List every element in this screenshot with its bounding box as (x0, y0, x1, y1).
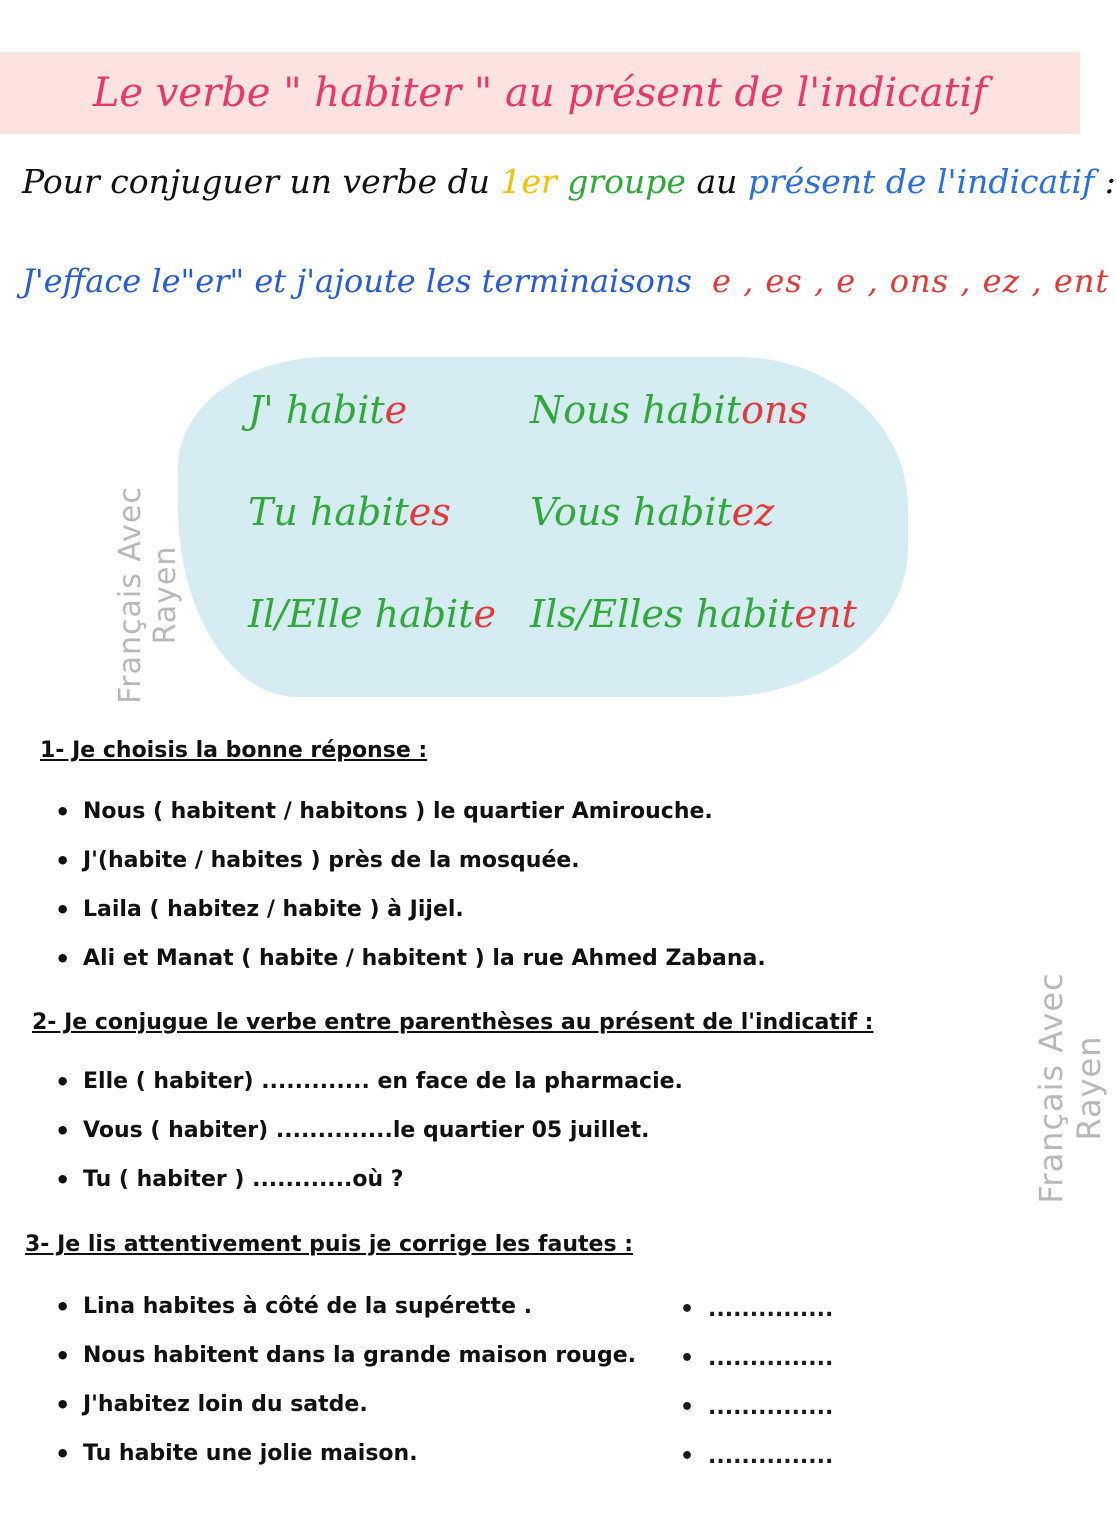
answer-line[interactable]: • ............... (680, 1395, 834, 1420)
watermark: Français Avec Rayen (113, 486, 183, 704)
list-item: • Ali et Manat ( habite / habitent ) la rue Ahmed Zabana. (55, 945, 766, 994)
list-item: • Tu habite une jolie maison. (55, 1440, 636, 1489)
conjugation-tu: Tu habites (248, 490, 451, 534)
answer-line[interactable]: • ............... (680, 1346, 834, 1371)
list-item: • Lina habites à côté de la supérette . (55, 1293, 636, 1342)
conjugation-je: J' habite (248, 388, 408, 432)
exercise-3-title: 3- Je lis attentivement puis je corrige les fautes : (25, 1232, 633, 1257)
watermark: Français Avec Rayen (1032, 972, 1108, 1204)
rule-line-1-colon: : (1094, 162, 1116, 201)
answer-line[interactable]: • ............... (680, 1444, 834, 1469)
list-item: • J'(habite / habites ) près de la mosquée. (55, 847, 766, 896)
exercise-2-title: 2- Je conjugue le verbe entre parenthèses au présent de l'indicatif : (32, 1010, 874, 1035)
answer-line[interactable]: • ............... (680, 1297, 834, 1322)
rule-group-word: groupe (567, 162, 686, 201)
conjugation-ils-elles: Ils/Elles habitent (530, 592, 857, 636)
rule-endings: e , es , e , ons , ez , ent (711, 262, 1110, 300)
exercise-1-title: 1- Je choisis la bonne réponse : (40, 738, 428, 763)
exercise-1-list (55, 798, 766, 994)
list-item: • Elle ( habiter) ............. en face de la pharmacie. (55, 1068, 683, 1117)
rule-line-2-text: J'efface le"er" et j'ajoute les terminaisons (22, 262, 692, 300)
rule-line-1 (22, 162, 1116, 201)
exercise-2-list (55, 1068, 683, 1215)
list-item: • Nous habitent dans la grande maison rouge. (55, 1342, 636, 1391)
rule-line-2 (22, 262, 1110, 300)
rule-group-number: 1er (500, 162, 568, 201)
answer-lines (680, 1297, 833, 1493)
conjugation-vous: Vous habitez (530, 490, 775, 534)
conjugation-il-elle: Il/Elle habite (248, 592, 496, 636)
list-item: • Nous ( habitent / habitons ) le quartier Amirouche. (55, 798, 766, 847)
rule-line-1-text: Pour conjuguer un verbe du (22, 162, 501, 201)
list-item: • Tu ( habiter ) ............où ? (55, 1166, 683, 1215)
rule-tense: présent de l'indicatif (747, 162, 1095, 201)
rule-line-1-au: au (685, 162, 748, 201)
exercise-3-list (55, 1293, 636, 1489)
list-item: • Laila ( habitez / habite ) à Jijel. (55, 896, 766, 945)
list-item: • Vous ( habiter) ..............le quartier 05 juillet. (55, 1117, 683, 1166)
list-item: • J'habitez loin du satde. (55, 1391, 636, 1440)
conjugation-nous: Nous habitons (530, 388, 808, 432)
page-title: Le verbe " habiter " au présent de l'indicatif (92, 70, 988, 116)
